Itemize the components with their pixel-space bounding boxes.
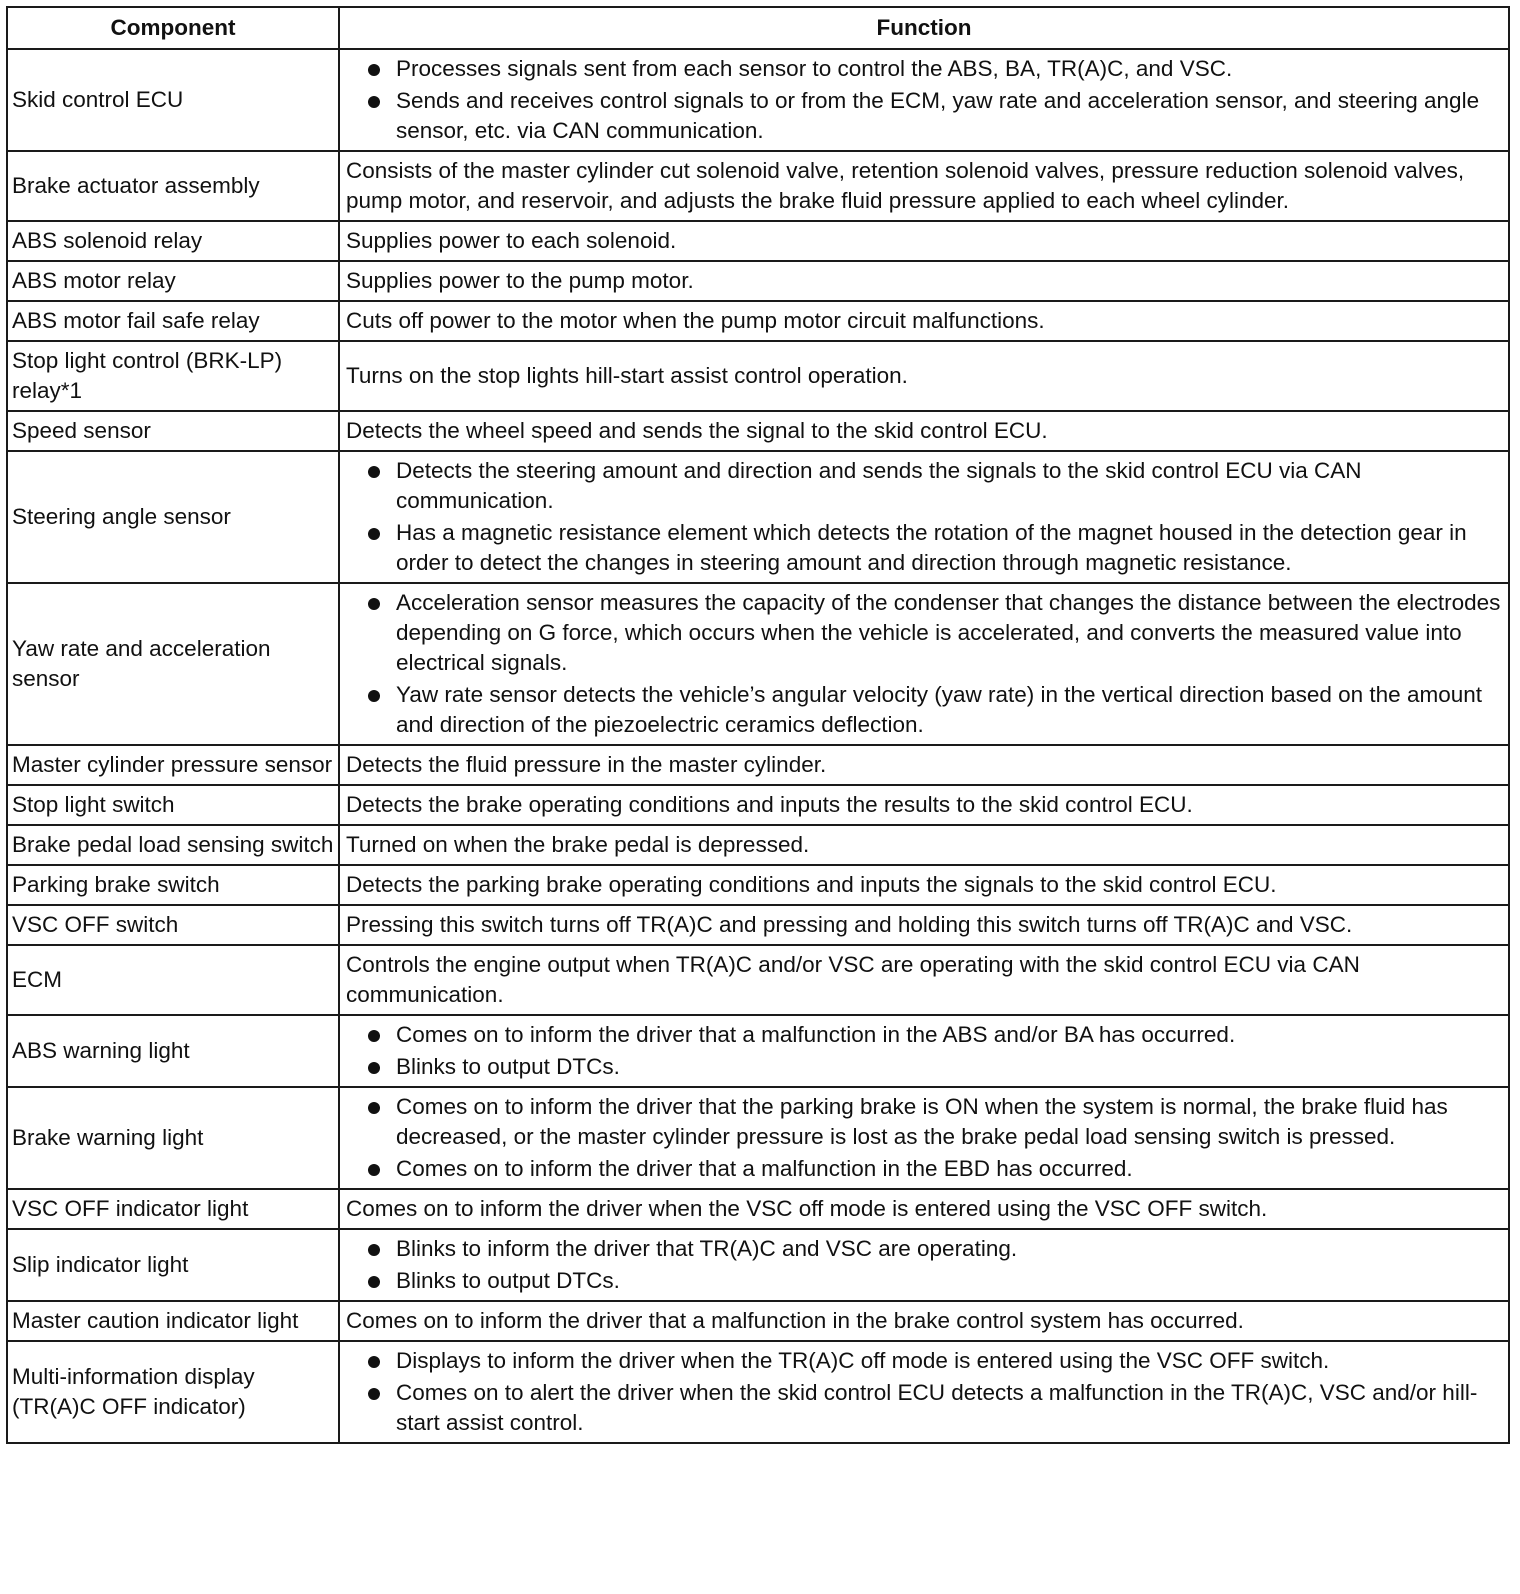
table-row: [7, 301, 1509, 341]
component-function-table: [6, 6, 1510, 1444]
function-bullet-list: [346, 456, 1502, 578]
function-bullet-item: Yaw rate sensor detects the vehicle’s angular velocity (yaw rate) in the vertical direction based on the amount and direction of the piezoelectric ceramics deflection.: [346, 680, 1502, 740]
component-cell: Parking brake switch: [7, 865, 339, 905]
component-cell: Stop light control (BRK-LP) relay*1: [7, 341, 339, 411]
function-cell: [339, 49, 1509, 151]
component-cell: Speed sensor: [7, 411, 339, 451]
component-cell: ABS motor fail safe relay: [7, 301, 339, 341]
function-bullet-item: Blinks to inform the driver that TR(A)C and VSC are operating.: [346, 1234, 1502, 1264]
function-bullet-list: [346, 1092, 1502, 1184]
component-cell: VSC OFF switch: [7, 905, 339, 945]
table-row: [7, 49, 1509, 151]
table-row: [7, 1189, 1509, 1229]
function-bullet-item: Comes on to inform the driver that the parking brake is ON when the system is normal, the brake fluid has decreased, or the master cylinder pressure is lost as the brake pedal load sensing switch is pressed.: [346, 1092, 1502, 1152]
function-bullet-item: Blinks to output DTCs.: [346, 1052, 1502, 1082]
function-cell: Comes on to inform the driver when the VSC off mode is entered using the VSC OFF switch.: [339, 1189, 1509, 1229]
table-row: [7, 825, 1509, 865]
function-bullet-item: Comes on to inform the driver that a malfunction in the ABS and/or BA has occurred.: [346, 1020, 1502, 1050]
function-bullet-item: Sends and receives control signals to or from the ECM, yaw rate and acceleration sensor, and steering angle sensor, etc. via CAN communication.: [346, 86, 1502, 146]
function-cell: Detects the fluid pressure in the master cylinder.: [339, 745, 1509, 785]
table-row: [7, 865, 1509, 905]
table-row: [7, 905, 1509, 945]
function-cell: Pressing this switch turns off TR(A)C and pressing and holding this switch turns off TR(A)C and VSC.: [339, 905, 1509, 945]
header-function: Function: [339, 7, 1509, 49]
component-cell: Brake warning light: [7, 1087, 339, 1189]
function-bullet-item: Has a magnetic resistance element which detects the rotation of the magnet housed in the detection gear in order to detect the changes in steering amount and direction through magnetic resistance.: [346, 518, 1502, 578]
function-cell: Detects the wheel speed and sends the signal to the skid control ECU.: [339, 411, 1509, 451]
function-bullet-item: Acceleration sensor measures the capacity of the condenser that changes the distance between the electrodes depending on G force, which occurs when the vehicle is accelerated, and converts the measured value into electrical signals.: [346, 588, 1502, 678]
table-row: [7, 261, 1509, 301]
function-cell: Detects the brake operating conditions and inputs the results to the skid control ECU.: [339, 785, 1509, 825]
component-cell: Multi-information display (TR(A)C OFF indicator): [7, 1341, 339, 1443]
function-cell: [339, 1229, 1509, 1301]
function-cell: Supplies power to the pump motor.: [339, 261, 1509, 301]
table-row: [7, 1015, 1509, 1087]
function-cell: [339, 1015, 1509, 1087]
table-row: [7, 1229, 1509, 1301]
function-cell: Consists of the master cylinder cut solenoid valve, retention solenoid valves, pressure reduction solenoid valves, pump motor, and reservoir, and adjusts the brake fluid pressure applied to each wheel cylinder.: [339, 151, 1509, 221]
component-cell: Stop light switch: [7, 785, 339, 825]
function-bullet-item: Detects the steering amount and direction and sends the signals to the skid control ECU via CAN communication.: [346, 456, 1502, 516]
table-row: [7, 1087, 1509, 1189]
component-cell: Skid control ECU: [7, 49, 339, 151]
function-cell: [339, 1341, 1509, 1443]
component-cell: Steering angle sensor: [7, 451, 339, 583]
function-cell: Turned on when the brake pedal is depressed.: [339, 825, 1509, 865]
component-cell: Master cylinder pressure sensor: [7, 745, 339, 785]
table-row: [7, 221, 1509, 261]
function-cell: Supplies power to each solenoid.: [339, 221, 1509, 261]
table-row: [7, 1341, 1509, 1443]
table-row: [7, 785, 1509, 825]
component-cell: ABS warning light: [7, 1015, 339, 1087]
component-cell: ECM: [7, 945, 339, 1015]
component-cell: Yaw rate and acceleration sensor: [7, 583, 339, 745]
table-row: [7, 945, 1509, 1015]
function-bullet-item: Processes signals sent from each sensor to control the ABS, BA, TR(A)C, and VSC.: [346, 54, 1502, 84]
function-bullet-item: Comes on to inform the driver that a malfunction in the EBD has occurred.: [346, 1154, 1502, 1184]
function-cell: [339, 583, 1509, 745]
function-cell: Detects the parking brake operating conditions and inputs the signals to the skid control ECU.: [339, 865, 1509, 905]
component-function-table-container: [6, 6, 1508, 1444]
function-cell: [339, 1087, 1509, 1189]
function-bullet-list: [346, 54, 1502, 146]
function-bullet-list: [346, 1234, 1502, 1296]
table-row: [7, 341, 1509, 411]
function-cell: Turns on the stop lights hill-start assist control operation.: [339, 341, 1509, 411]
component-cell: Brake pedal load sensing switch: [7, 825, 339, 865]
function-bullet-item: Blinks to output DTCs.: [346, 1266, 1502, 1296]
component-cell: Slip indicator light: [7, 1229, 339, 1301]
table-body: [7, 49, 1509, 1443]
component-cell: ABS solenoid relay: [7, 221, 339, 261]
table-row: [7, 411, 1509, 451]
table-row: [7, 583, 1509, 745]
header-component: Component: [7, 7, 339, 49]
component-cell: ABS motor relay: [7, 261, 339, 301]
function-bullet-list: [346, 1020, 1502, 1082]
function-bullet-list: [346, 1346, 1502, 1438]
function-cell: Comes on to inform the driver that a malfunction in the brake control system has occurred.: [339, 1301, 1509, 1341]
component-cell: Brake actuator assembly: [7, 151, 339, 221]
header-row: [7, 7, 1509, 49]
table-row: [7, 451, 1509, 583]
function-bullet-item: Displays to inform the driver when the TR(A)C off mode is entered using the VSC OFF switch.: [346, 1346, 1502, 1376]
function-cell: Cuts off power to the motor when the pump motor circuit malfunctions.: [339, 301, 1509, 341]
table-row: [7, 151, 1509, 221]
table-row: [7, 745, 1509, 785]
function-bullet-list: [346, 588, 1502, 740]
function-bullet-item: Comes on to alert the driver when the skid control ECU detects a malfunction in the TR(A)C, VSC and/or hill-start assist control.: [346, 1378, 1502, 1438]
function-cell: [339, 451, 1509, 583]
table-row: [7, 1301, 1509, 1341]
component-cell: VSC OFF indicator light: [7, 1189, 339, 1229]
component-cell: Master caution indicator light: [7, 1301, 339, 1341]
function-cell: Controls the engine output when TR(A)C and/or VSC are operating with the skid control ECU via CAN communication.: [339, 945, 1509, 1015]
